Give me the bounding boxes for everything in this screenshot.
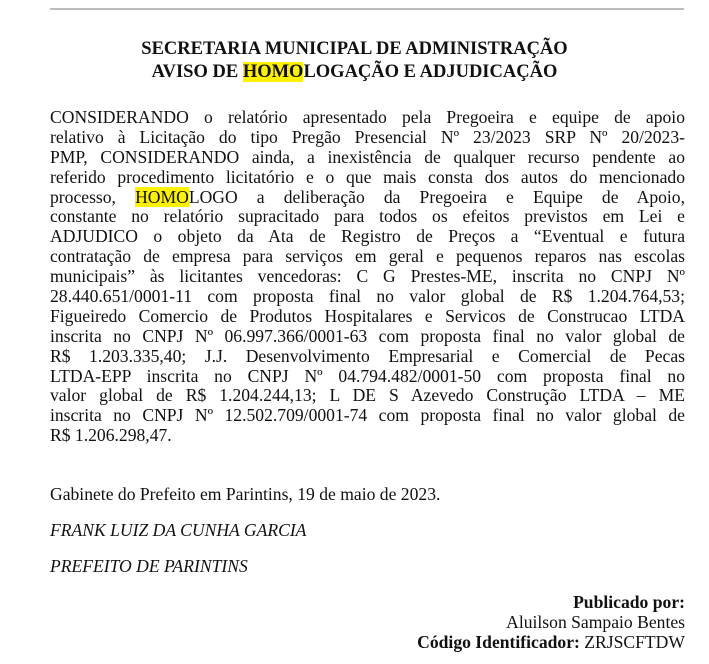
body-line-text: LTDA-EPP inscrita no CNPJ Nº 04.794.482/0001-50 com proposta final no xyxy=(50,365,685,386)
header-title-line-1: SECRETARIA MUNICIPAL DE ADMINISTRAÇÃO xyxy=(141,39,568,59)
identifier-code-value: ZRJSCFTDW xyxy=(584,632,685,652)
identifier-code xyxy=(417,632,685,652)
published-by-label: Publicado por: xyxy=(573,592,685,612)
body-line xyxy=(50,406,685,426)
body-line-text: R$ 1.206.298,47. xyxy=(50,425,172,446)
body-line xyxy=(50,227,685,247)
identifier-code-label: Código Identificador: xyxy=(417,632,580,652)
body-line xyxy=(50,108,685,128)
body-line-text: relativo à Licitação do tipo Pregão Presencial Nº 23/2023 SRP Nº 20/2023- xyxy=(50,126,685,147)
body-line-text: inscrita no CNPJ Nº 06.997.366/0001-63 com proposta final no valor global de xyxy=(50,325,685,346)
body-line-text xyxy=(50,188,685,208)
header-title-line-2 xyxy=(0,61,709,84)
search-highlight: HOMO xyxy=(242,62,304,82)
header-title-suffix: LOGAÇÃO E ADJUDICAÇÃO xyxy=(303,62,558,82)
body-line-text: PMP, CONSIDERANDO ainda, a inexistência de qualquer recurso pendente ao xyxy=(50,146,685,167)
body-line xyxy=(50,386,685,406)
body-line xyxy=(50,188,685,208)
body-line xyxy=(50,327,685,347)
body-line xyxy=(50,347,685,367)
place-and-date: Gabinete do Prefeito em Parintins, 19 de maio de 2023. xyxy=(50,484,441,504)
body-line-text: R$ 1.203.335,40; J.J. Desenvolvimento Empresarial e Comercial de Pecas xyxy=(50,345,685,366)
body-line xyxy=(50,207,685,227)
body-line xyxy=(50,168,685,188)
body-line-text: CONSIDERANDO o relatório apresentado pela Pregoeira e equipe de apoio xyxy=(50,107,685,127)
body-line xyxy=(50,148,685,168)
body-line xyxy=(50,307,685,327)
notice-body xyxy=(50,108,685,446)
body-line-text: municipais” às licitantes vencedoras: C G Prestes-ME, inscrita no CNPJ Nº xyxy=(50,266,685,287)
body-line xyxy=(50,267,685,287)
body-line xyxy=(50,426,685,446)
top-divider xyxy=(50,8,684,10)
body-line-text: constante no relatório supracitado para todos os efeitos previstos em Lei e xyxy=(50,206,685,227)
body-line-text: ADJUDICO o objeto da Ata de Registro de Preços a “Eventual e futura xyxy=(50,226,685,247)
body-line xyxy=(50,247,685,267)
publisher-name: Aluilson Sampaio Bentes xyxy=(506,612,685,632)
signatory-role: PREFEITO DE PARINTINS xyxy=(50,556,248,576)
body-line-text: inscrita no CNPJ Nº 12.502.709/0001-74 com proposta final no valor global de xyxy=(50,405,685,426)
body-line xyxy=(50,128,685,148)
body-line-text: valor global de R$ 1.204.244,13; L DE S Azevedo Construção LTDA – ME xyxy=(50,385,685,406)
signatory-name: FRANK LUIZ DA CUNHA GARCIA xyxy=(50,520,307,540)
body-line-text: referido procedimento licitatório e o que mais consta dos autos do mencionado xyxy=(50,166,685,187)
body-line-suffix: LOGO a deliberação da Pregoeira e Equipe de Apoio, xyxy=(188,186,686,207)
body-line-text: 28.440.651/0001-11 com proposta final no valor global de R$ 1.204.764,53; xyxy=(50,286,685,307)
body-line xyxy=(50,367,685,387)
search-highlight: HOMO xyxy=(135,186,189,207)
body-line xyxy=(50,287,685,307)
body-line-text: Figueiredo Comercio de Produtos Hospitalares e Servicos de Construcao LTDA xyxy=(50,305,685,326)
header-title-prefix: AVISO DE xyxy=(151,62,243,82)
body-line-text: contratação de empresa para serviços em geral e pequenos reparos nas escolas xyxy=(50,246,685,267)
body-line-prefix: processo, xyxy=(50,186,136,207)
